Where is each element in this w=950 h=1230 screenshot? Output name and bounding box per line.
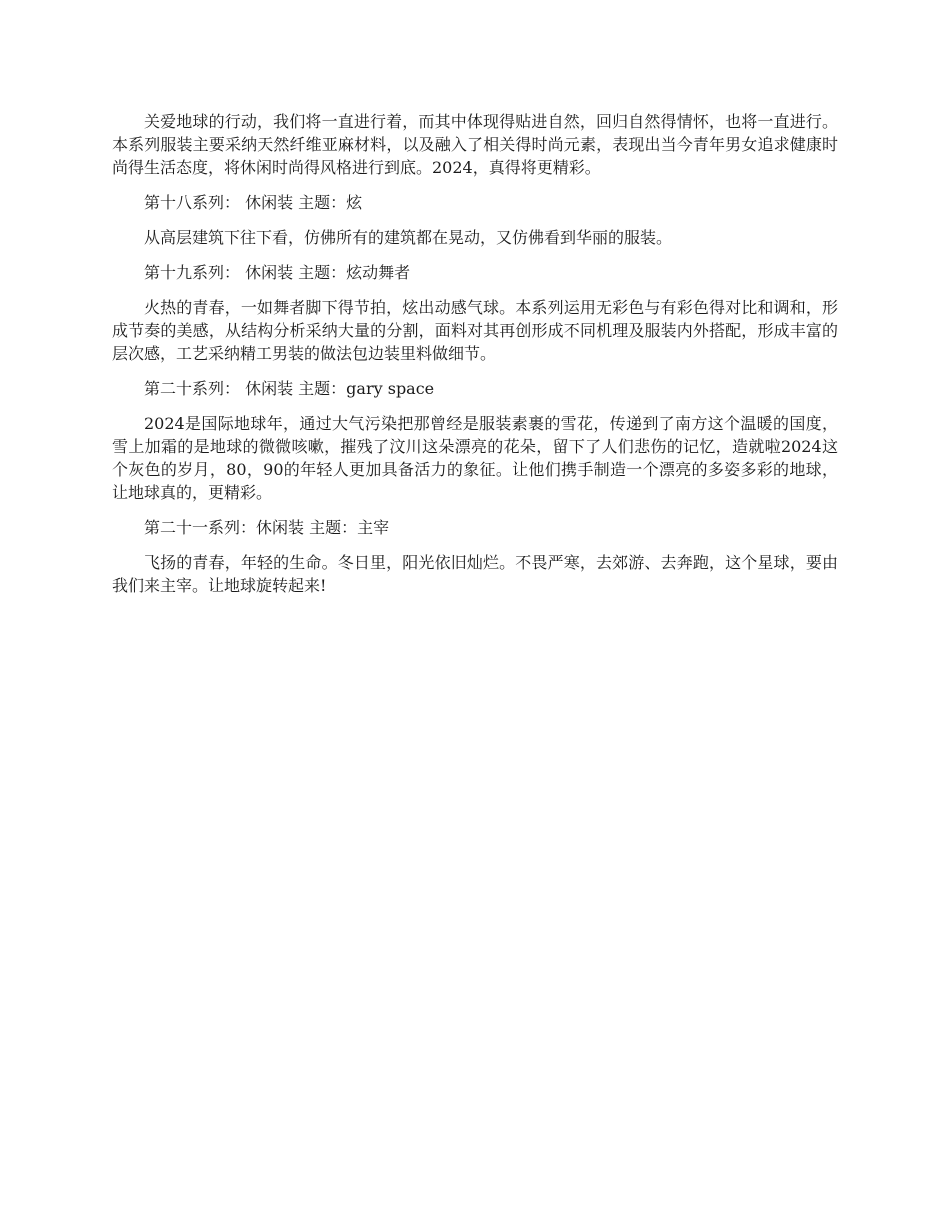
series-21-heading: 第二十一系列：休闲装 主题：主宰 [144, 518, 390, 537]
paragraph-intro: 关爱地球的行动，我们将一直进行着，而其中体现得贴进自然，回归自然得情怀，也将一直进行。本系列服装主要采纳天然纤维亚麻材料，以及融入了相关得时尚元素，表现出当今青年男女追求健康时尚得生活态度，将休闲时尚得风格进行到底。2024，真得将更精彩。 [112, 112, 838, 177]
series-19-heading: 第十九系列： 休闲装 主题：炫动舞者 [144, 263, 411, 282]
series-20-description: 2024是国际地球年，通过大气污染把那曾经是服装素裹的雪花，传递到了南方这个温暖的国度，雪上加霜的是地球的微微咳嗽，摧残了汶川这朵漂亮的花朵，留下了人们悲伤的记忆，造就啦2024这个灰色的岁月，80，90的年轻人更加具备活力的象征。让他们携手制造一个漂亮的多姿多彩的地球，让地球真的，更精彩。 [112, 414, 838, 502]
series-18-description: 从高层建筑下往下看，仿佛所有的建筑都在晃动，又仿佛看到华丽的服装。 [144, 228, 673, 247]
document-body [112, 110, 838, 609]
series-19-description: 火热的青春，一如舞者脚下得节拍，炫出动感气球。本系列运用无彩色与有彩色得对比和调和，形成节奏的美感，从结构分析采纳大量的分割，面料对其再创形成不同机理及服装内外搭配，形成丰富的层次感，工艺采纳精工男装的做法包边装里料做细节。 [112, 298, 838, 363]
series-18-heading: 第十八系列： 休闲装 主题：炫 [144, 193, 363, 212]
series-20-heading: 第二十系列： 休闲装 主题：gary space [144, 379, 435, 398]
series-21-description: 飞扬的青春，年轻的生命。冬日里，阳光依旧灿烂。不畏严寒，去郊游、去奔跑，这个星球，要由我们来主宰。让地球旋转起来! [112, 553, 838, 595]
